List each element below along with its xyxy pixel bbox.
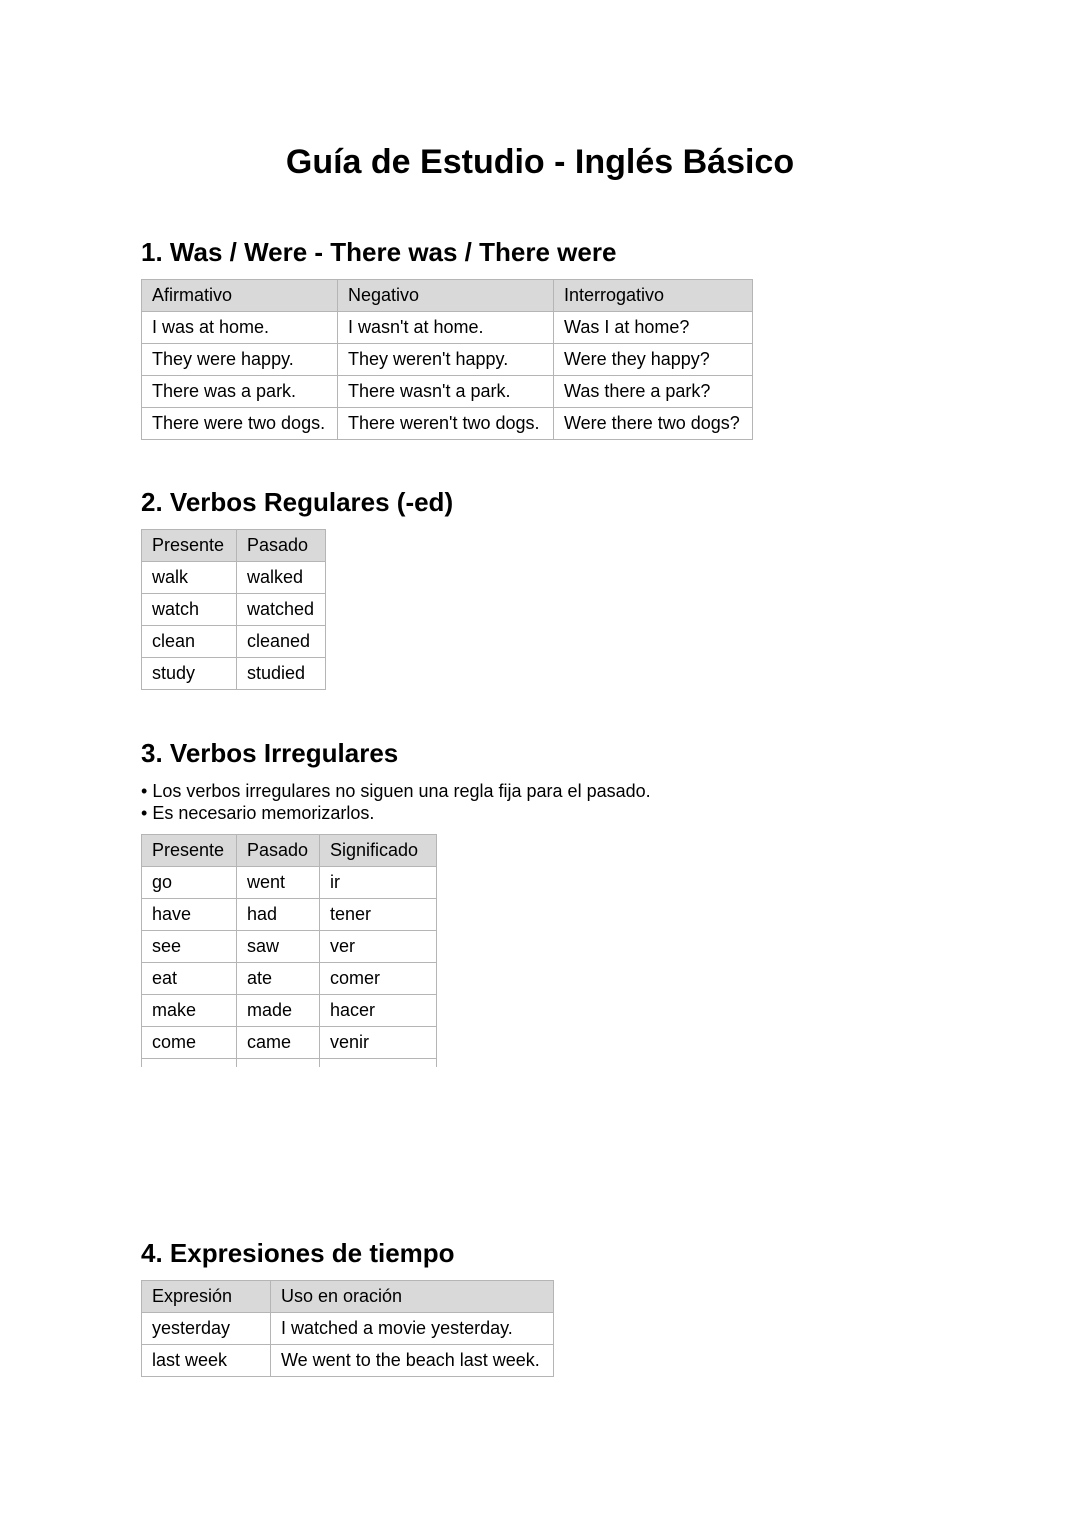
section-heading-was-were: 1. Was / Were - There was / There were [141, 237, 617, 267]
table-row [142, 344, 753, 376]
empty-cell [237, 1059, 320, 1067]
table-cell: We went to the beach last week. [271, 1345, 554, 1377]
header-cell: Pasado [237, 835, 320, 867]
table-header-row [142, 1281, 554, 1313]
bullet-item: • Es necesario memorizarlos. [141, 802, 651, 824]
header-cell: Negativo [338, 280, 554, 312]
empty-cell [320, 1059, 437, 1067]
section-heading-regular-verbs: 2. Verbos Regulares (-ed) [141, 487, 454, 517]
table-cell: have [142, 899, 237, 931]
header-cell: Presente [142, 835, 237, 867]
regular-verbs-table [141, 529, 326, 690]
header-cell: Interrogativo [554, 280, 753, 312]
table-row [142, 867, 437, 899]
bullet-item: • Los verbos irregulares no siguen una regla fija para el pasado. [141, 780, 651, 802]
table-cell: hacer [320, 995, 437, 1027]
table-cell: There was a park. [142, 376, 338, 408]
table-cell: see [142, 931, 237, 963]
table-cell: walk [142, 562, 237, 594]
header-cell: Afirmativo [142, 280, 338, 312]
section-heading-time-expressions: 4. Expresiones de tiempo [141, 1238, 455, 1268]
table-row [142, 562, 326, 594]
table-cell: make [142, 995, 237, 1027]
table-row [142, 995, 437, 1027]
table-header-row [142, 530, 326, 562]
table-cell: clean [142, 626, 237, 658]
table-cell: eat [142, 963, 237, 995]
table-cell: last week [142, 1345, 271, 1377]
table-cell: came [237, 1027, 320, 1059]
time-expressions-table [141, 1280, 554, 1377]
table-cell: Was I at home? [554, 312, 753, 344]
table-row [142, 1027, 437, 1059]
table-cell: They were happy. [142, 344, 338, 376]
header-cell: Significado [320, 835, 437, 867]
table-row [142, 658, 326, 690]
section-heading-irregular-verbs: 3. Verbos Irregulares [141, 738, 399, 768]
page-title: Guía de Estudio - Inglés Básico [285, 143, 795, 181]
table-cell: I wasn't at home. [338, 312, 554, 344]
table-cell: ate [237, 963, 320, 995]
empty-cell [142, 1059, 237, 1067]
table-cell: There were two dogs. [142, 408, 338, 440]
table-cell: There wasn't a park. [338, 376, 554, 408]
table-row [142, 1313, 554, 1345]
table-cell: study [142, 658, 237, 690]
table-cell: There weren't two dogs. [338, 408, 554, 440]
table-row [142, 626, 326, 658]
table-cell: Were there two dogs? [554, 408, 753, 440]
table-cell: watched [237, 594, 326, 626]
header-cell: Presente [142, 530, 237, 562]
table-row [142, 963, 437, 995]
table-cell: ver [320, 931, 437, 963]
table-row [142, 594, 326, 626]
table-cell: yesterday [142, 1313, 271, 1345]
table-cell: I watched a movie yesterday. [271, 1313, 554, 1345]
table-cell: come [142, 1027, 237, 1059]
table-row [142, 408, 753, 440]
table-cell: comer [320, 963, 437, 995]
table-cell: made [237, 995, 320, 1027]
header-cell: Uso en oración [271, 1281, 554, 1313]
table-cell: tener [320, 899, 437, 931]
table-cell: Was there a park? [554, 376, 753, 408]
header-cell: Pasado [237, 530, 326, 562]
table-cell: watch [142, 594, 237, 626]
table-header-row [142, 280, 753, 312]
table-cell: studied [237, 658, 326, 690]
table-continuation-row [142, 1059, 437, 1067]
table-cell: I was at home. [142, 312, 338, 344]
irregular-verbs-table [141, 834, 437, 1067]
table-cell: go [142, 867, 237, 899]
table-row [142, 376, 753, 408]
table-cell: They weren't happy. [338, 344, 554, 376]
table-row [142, 312, 753, 344]
was-were-table [141, 279, 753, 440]
irregular-verbs-notes [141, 780, 651, 824]
header-cell: Expresión [142, 1281, 271, 1313]
table-cell: walked [237, 562, 326, 594]
table-cell: Were they happy? [554, 344, 753, 376]
table-cell: cleaned [237, 626, 326, 658]
table-row [142, 899, 437, 931]
table-cell: ir [320, 867, 437, 899]
table-header-row [142, 835, 437, 867]
table-cell: saw [237, 931, 320, 963]
table-cell: went [237, 867, 320, 899]
table-cell: had [237, 899, 320, 931]
table-row [142, 1345, 554, 1377]
table-row [142, 931, 437, 963]
table-cell: venir [320, 1027, 437, 1059]
